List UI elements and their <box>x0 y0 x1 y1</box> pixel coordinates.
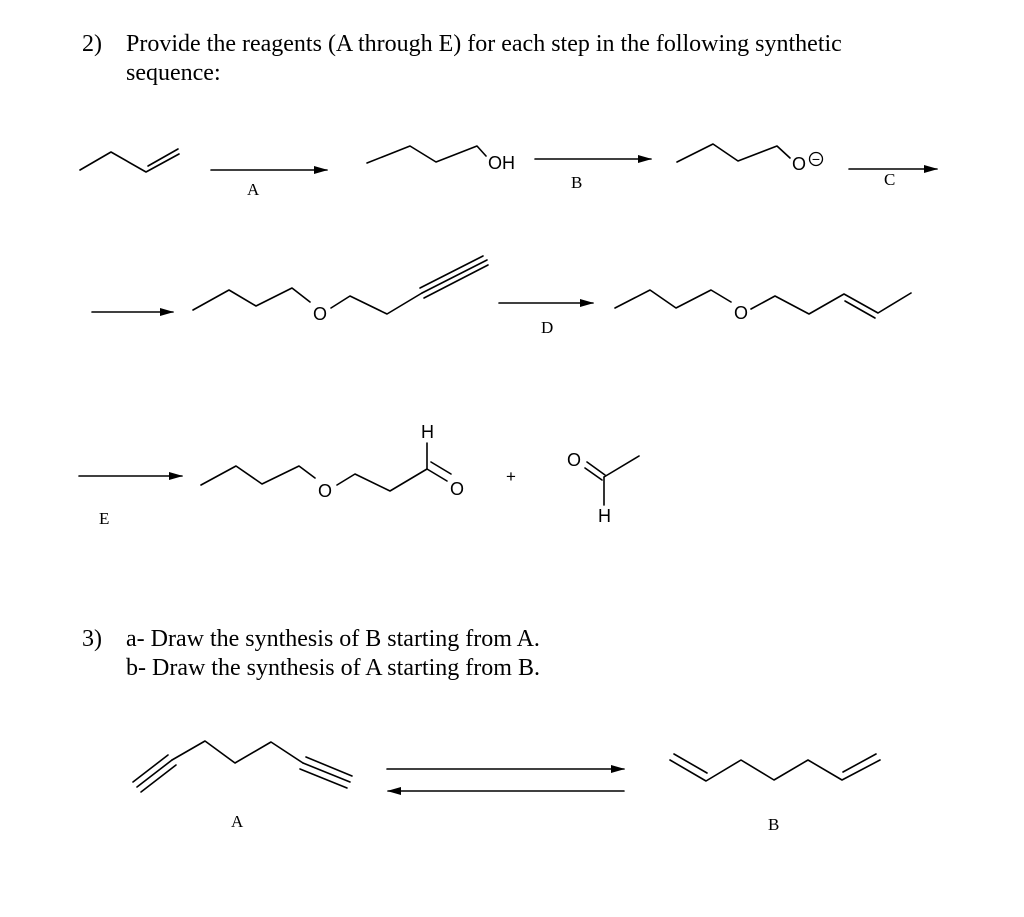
acetaldehyde-hydrogen-label: H <box>598 506 611 526</box>
alkyne-ether-structure <box>193 256 488 314</box>
question-2-line-1: Provide the reagents (A through E) for each step in the following synthetic <box>126 31 842 57</box>
diyne-structure <box>133 741 352 792</box>
compound-label-a: A <box>231 812 244 831</box>
question-2-number: 2) <box>82 31 102 57</box>
propene-structure <box>80 149 179 172</box>
reagent-label-b: B <box>571 173 583 192</box>
reagent-label-c: C <box>884 170 896 189</box>
ether-oxygen-label-1: O <box>313 304 328 324</box>
butanol-structure <box>367 146 486 163</box>
ether-oxygen-label-3: O <box>318 481 333 501</box>
reagent-label-a: A <box>247 180 260 199</box>
reagent-label-d: D <box>541 318 554 337</box>
ether-oxygen-label-2: O <box>734 303 749 323</box>
question-3-part-b: b- Draw the synthesis of A starting from B. <box>126 655 540 681</box>
compound-label-b: B <box>768 815 780 834</box>
acetaldehyde-oxygen-label: O <box>567 450 582 470</box>
alkene-ether-structure <box>615 290 911 318</box>
aldehyde-oxygen-label: O <box>450 479 465 499</box>
reagent-label-e: E <box>99 509 110 528</box>
question-3-part-a: a- Draw the synthesis of B starting from A. <box>126 626 540 652</box>
alkoxide-oxygen-label: O <box>792 154 807 174</box>
acetaldehyde-structure <box>585 456 639 505</box>
question-2-line-2: sequence: <box>126 60 221 86</box>
plus-sign: + <box>506 467 516 486</box>
question-3-number: 3) <box>82 626 102 652</box>
aldehyde-hydrogen-label: H <box>421 422 434 442</box>
negative-charge-sign: − <box>811 151 821 167</box>
butoxide-structure <box>677 144 790 162</box>
diene-structure <box>670 754 880 781</box>
hydroxyl-label: OH <box>488 153 515 173</box>
